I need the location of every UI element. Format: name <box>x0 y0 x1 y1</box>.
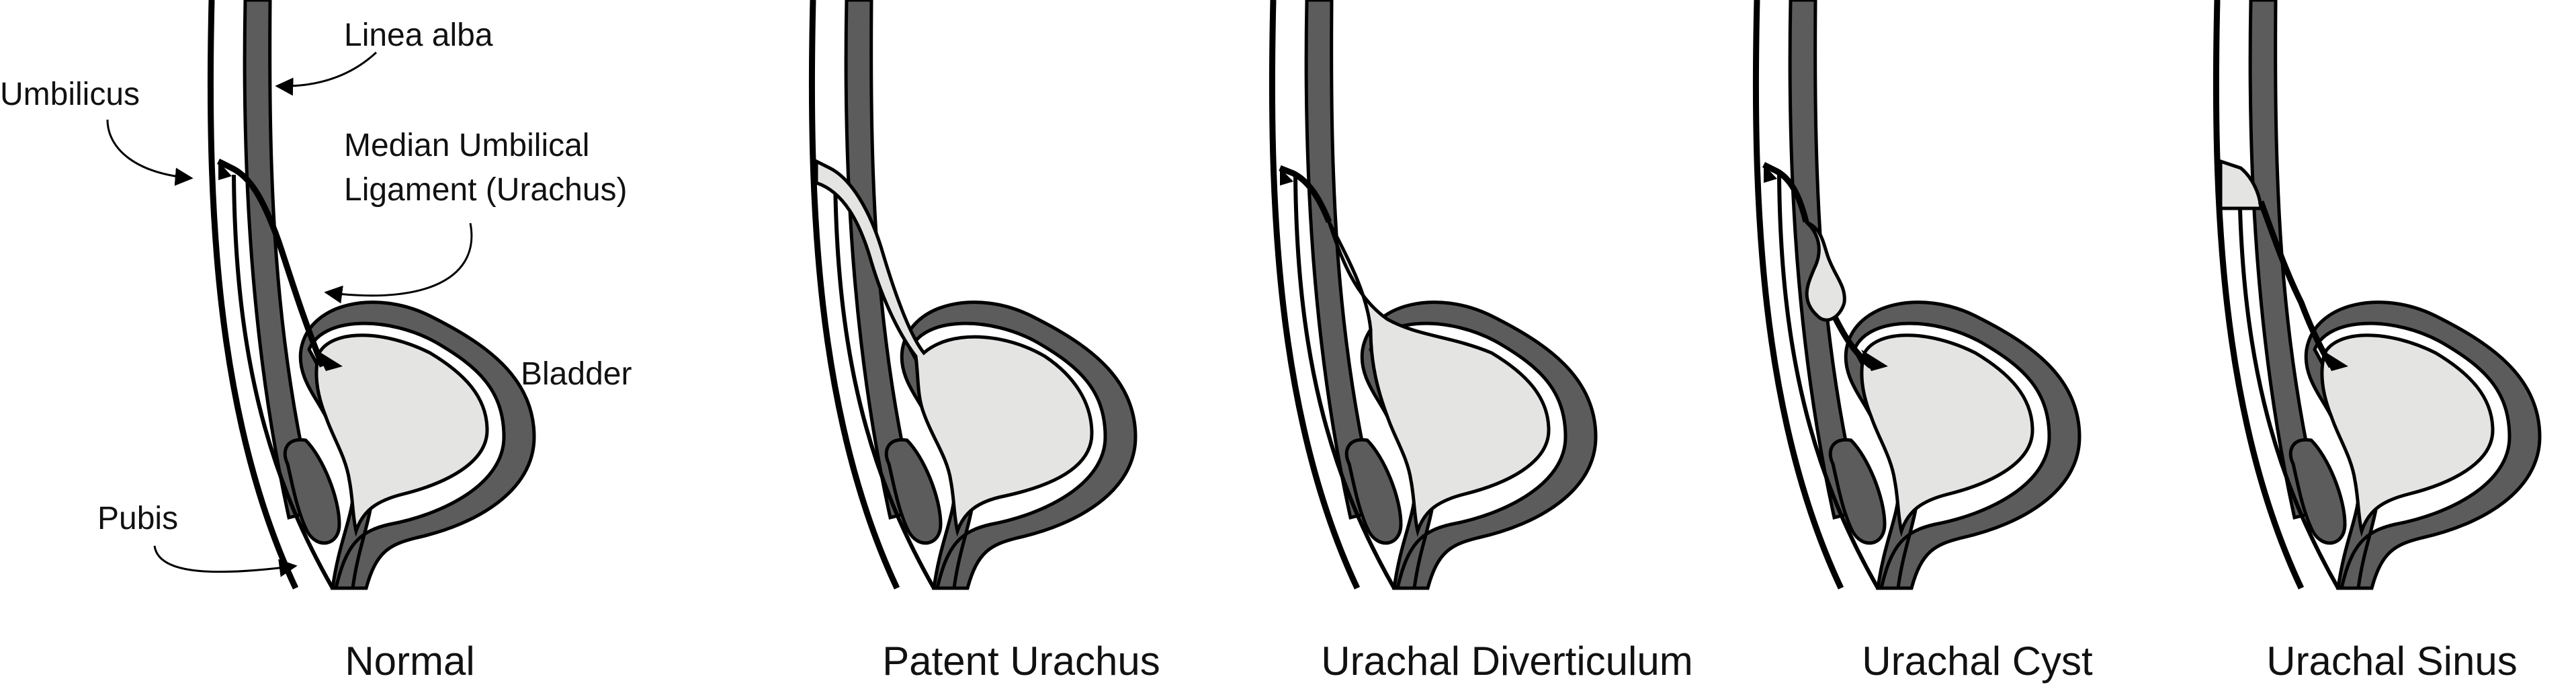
label-umbilicus: Umbilicus <box>0 77 140 112</box>
label-linea-alba: Linea alba <box>344 17 493 53</box>
panel-normal <box>210 0 534 588</box>
label-median-umbilical-1: Median Umbilical <box>344 128 590 163</box>
panel-urachal-sinus <box>2216 0 2540 588</box>
caption-patent-urachus: Patent Urachus <box>882 639 1160 684</box>
arrow-linea-alba <box>277 52 376 86</box>
caption-normal: Normal <box>345 639 475 684</box>
panel-urachal-cyst <box>1756 0 2079 588</box>
caption-urachal-diverticulum: Urachal Diverticulum <box>1321 639 1693 684</box>
arrow-pubis <box>155 546 296 572</box>
label-median-umbilical-2: Ligament (Urachus) <box>344 172 628 208</box>
label-bladder: Bladder <box>521 356 632 392</box>
arrow-urachus <box>326 223 472 296</box>
caption-urachal-sinus: Urachal Sinus <box>2266 639 2518 684</box>
caption-urachal-cyst: Urachal Cyst <box>1862 639 2093 684</box>
panel-patent-urachus <box>812 0 1135 588</box>
label-pubis: Pubis <box>97 501 179 536</box>
panel-urachal-diverticulum <box>1272 0 1596 588</box>
arrow-umbilicus <box>108 120 191 178</box>
